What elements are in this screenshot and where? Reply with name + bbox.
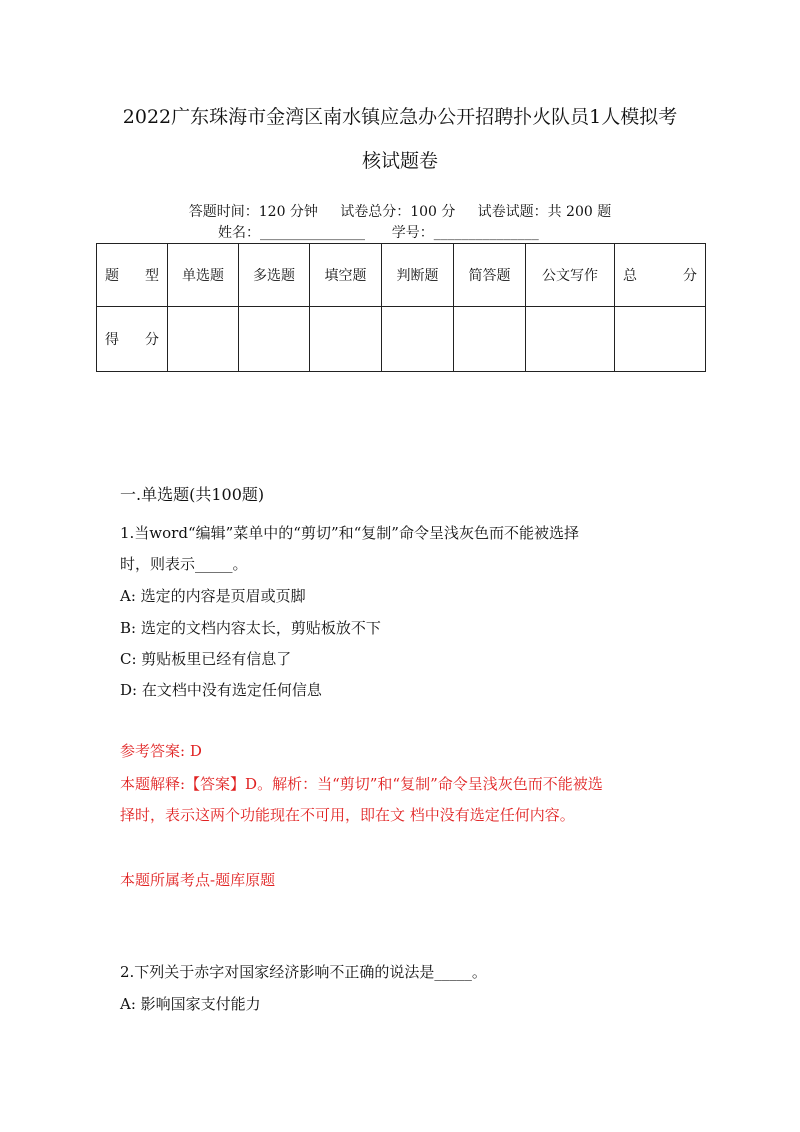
question-1-option-b: B: 选定的文档内容太长，剪贴板放不下 bbox=[120, 619, 381, 637]
exam-meta-info: 答题时间：120 分钟 试卷总分：100 分 试卷试题：共 200 题 bbox=[188, 204, 612, 220]
score-table-header-row bbox=[97, 244, 706, 307]
score-cell-judge[interactable] bbox=[382, 307, 454, 372]
question-1-option-a: A: 选定的内容是页眉或页脚 bbox=[120, 587, 306, 605]
document-title-line2: 核试题卷 bbox=[361, 150, 438, 172]
score-cell-short[interactable] bbox=[454, 307, 526, 372]
score-table-total-cell bbox=[615, 244, 706, 307]
name-id-fields: 姓名：_______________ 学号：_______________ bbox=[218, 225, 539, 241]
score-cell-fill[interactable] bbox=[310, 307, 382, 372]
question-1-explanation-line2: 择时，表示这两个功能现在不可用，即在文 档中没有选定任何内容。 bbox=[120, 806, 575, 824]
score-cell-single[interactable] bbox=[168, 307, 239, 372]
score-table-score-right: 分 bbox=[145, 332, 159, 348]
question-1-stem-line1: 1.当word“编辑”菜单中的“剪切”和“复制”命令呈浅灰色而不能被选择 bbox=[120, 524, 579, 542]
question-1-stem-line2: 时，则表示_____。 bbox=[120, 555, 248, 573]
question-1-knowledge-point: 本题所属考点-题库原题 bbox=[120, 871, 276, 889]
score-cell-writing[interactable] bbox=[526, 307, 615, 372]
score-table-score-left: 得 bbox=[105, 332, 119, 348]
score-table bbox=[96, 243, 706, 372]
question-2-option-a: A: 影响国家支付能力 bbox=[120, 995, 261, 1013]
score-table-head-right: 型 bbox=[145, 268, 159, 284]
question-1-option-c: C: 剪贴板里已经有信息了 bbox=[120, 650, 292, 668]
score-table-col-judge: 判断题 bbox=[382, 244, 454, 307]
score-cell-total[interactable] bbox=[615, 307, 706, 372]
score-cell-multi[interactable] bbox=[239, 307, 310, 372]
score-table-score-label bbox=[97, 307, 168, 372]
score-table-score-row bbox=[97, 307, 706, 372]
score-table-total-left: 总 bbox=[623, 268, 637, 284]
score-table-col-writing: 公文写作 bbox=[526, 244, 615, 307]
document-title-line1: 2022广东珠海市金湾区南水镇应急办公开招聘扑火队员1人模拟考 bbox=[122, 106, 678, 128]
score-table-head-left: 题 bbox=[105, 268, 119, 284]
question-2-stem: 2.下列关于赤字对国家经济影响不正确的说法是_____。 bbox=[120, 963, 487, 981]
question-1-answer: 参考答案: D bbox=[120, 742, 202, 760]
score-table-col-multi: 多选题 bbox=[239, 244, 310, 307]
score-table-type-cell bbox=[97, 244, 168, 307]
score-table-col-single: 单选题 bbox=[168, 244, 239, 307]
question-1-option-d: D: 在文档中没有选定任何信息 bbox=[120, 681, 322, 699]
section-title: 一.单选题(共100题) bbox=[120, 485, 265, 504]
score-table-total-right: 分 bbox=[683, 268, 697, 284]
score-table-col-fill: 填空题 bbox=[310, 244, 382, 307]
score-table-col-short: 简答题 bbox=[454, 244, 526, 307]
question-1-explanation-line1: 本题解释:【答案】D。解析：当“剪切”和“复制”命令呈浅灰色而不能被选 bbox=[120, 775, 603, 793]
